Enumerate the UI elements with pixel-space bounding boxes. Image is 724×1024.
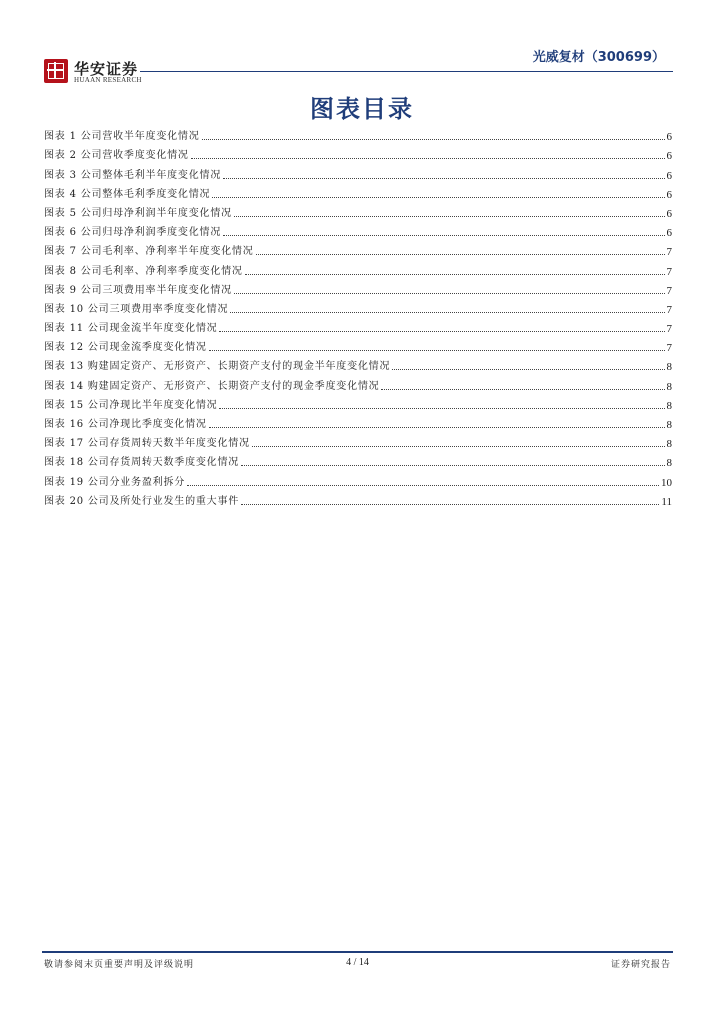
toc-leader-dots xyxy=(219,331,664,332)
toc-entry-label: 图表 3 公司整体毛利半年度变化情况 xyxy=(44,169,222,181)
toc-entry-label: 图表 2 公司营收季度变化情况 xyxy=(44,150,189,162)
toc-entry[interactable] xyxy=(44,469,672,488)
toc-entry-page: 6 xyxy=(666,169,672,182)
toc-entry[interactable] xyxy=(44,431,672,450)
toc-leader-dots xyxy=(223,235,664,236)
toc-entry-page: 8 xyxy=(666,361,672,374)
toc-leader-dots xyxy=(241,465,664,466)
toc-entry[interactable] xyxy=(44,316,672,335)
toc-leader-dots xyxy=(230,312,664,313)
toc-entry-page: 8 xyxy=(666,457,672,470)
toc-leader-dots xyxy=(202,139,665,140)
toc-leader-dots xyxy=(209,427,665,428)
footer-report-type: 证券研究报告 xyxy=(610,960,671,970)
toc-entry-label: 图表 1 公司营收半年度变化情况 xyxy=(44,131,200,143)
brand-name: 华安证券 xyxy=(74,60,139,78)
toc-entry-page: 6 xyxy=(666,227,672,240)
toc-leader-dots xyxy=(219,408,664,409)
toc-entry[interactable] xyxy=(44,354,672,373)
toc-entry[interactable] xyxy=(44,124,672,143)
page-header xyxy=(42,44,673,84)
toc-entry[interactable] xyxy=(44,393,672,412)
toc-entry-page: 7 xyxy=(666,265,672,278)
toc-leader-dots xyxy=(241,504,659,505)
page-footer xyxy=(44,957,671,971)
toc-entry-page: 7 xyxy=(666,303,672,316)
toc-entry[interactable] xyxy=(44,373,672,392)
toc-entry-page: 7 xyxy=(666,323,672,336)
toc-entry-page: 8 xyxy=(666,438,672,451)
toc-entry-label: 图表 6 公司归母净利润季度变化情况 xyxy=(44,227,222,239)
toc-leader-dots xyxy=(245,274,665,275)
toc-entry-page: 7 xyxy=(666,246,672,259)
toc-leader-dots xyxy=(223,178,664,179)
toc-entry-label: 图表 16 公司净现比季度变化情况 xyxy=(44,419,207,430)
toc-leader-dots xyxy=(234,293,665,294)
toc-entry[interactable] xyxy=(44,335,672,354)
toc-entry-label: 图表 9 公司三项费用率半年度变化情况 xyxy=(44,284,232,296)
toc-entry-label: 图表 17 公司存货周转天数半年度变化情况 xyxy=(44,438,250,450)
footer-divider xyxy=(42,951,673,953)
toc-entry-page: 8 xyxy=(666,419,672,431)
page-number: 4 / 14 xyxy=(346,957,369,968)
toc-entry[interactable] xyxy=(44,278,672,297)
toc-entry-label: 图表 8 公司毛利率、净利率季度变化情况 xyxy=(44,265,243,277)
toc-entry[interactable] xyxy=(44,412,672,431)
header-divider xyxy=(140,71,673,72)
toc-leader-dots xyxy=(187,485,659,486)
toc-entry-label: 图表 11 公司现金流半年度变化情况 xyxy=(44,323,218,335)
footer-disclaimer: 敬请参阅末页重要声明及评级说明 xyxy=(44,960,195,970)
toc-entry-label: 图表 12 公司现金流季度变化情况 xyxy=(44,342,207,354)
toc-entry[interactable] xyxy=(44,182,672,201)
huaan-logo-icon xyxy=(44,59,68,83)
toc-entry[interactable] xyxy=(44,220,672,239)
table-of-figures xyxy=(44,124,672,508)
toc-entry[interactable] xyxy=(44,201,672,220)
toc-entry[interactable] xyxy=(44,297,672,316)
toc-entry-page: 8 xyxy=(666,399,672,412)
toc-entry-page: 7 xyxy=(666,284,672,297)
toc-entry-page: 6 xyxy=(666,188,672,201)
toc-entry-page: 7 xyxy=(666,342,672,355)
toc-entry-label: 图表 14 购建固定资产、无形资产、长期资产支付的现金季度变化情况 xyxy=(44,380,380,392)
toc-leader-dots xyxy=(234,216,665,217)
toc-entry-label: 图表 13 购建固定资产、无形资产、长期资产支付的现金半年度变化情况 xyxy=(44,361,391,373)
page-title: 图表目录 xyxy=(310,95,414,123)
toc-leader-dots xyxy=(212,197,664,198)
toc-leader-dots xyxy=(191,158,665,159)
toc-entry[interactable] xyxy=(44,239,672,258)
toc-leader-dots xyxy=(381,389,664,390)
toc-entry-page: 10 xyxy=(661,476,672,489)
toc-entry-page: 11 xyxy=(661,495,672,508)
toc-entry[interactable] xyxy=(44,450,672,469)
toc-entry-page: 8 xyxy=(666,380,672,393)
toc-entry-label: 图表 7 公司毛利率、净利率半年度变化情况 xyxy=(44,246,254,258)
company-name: 光威复材（300699） xyxy=(532,50,665,65)
toc-entry[interactable] xyxy=(44,489,672,508)
toc-entry-label: 图表 5 公司归母净利润半年度变化情况 xyxy=(44,207,232,219)
toc-leader-dots xyxy=(209,350,665,351)
brand-english: HUAAN RESEARCH xyxy=(74,76,142,84)
toc-entry-page: 6 xyxy=(666,131,672,144)
toc-entry[interactable] xyxy=(44,258,672,277)
toc-entry-label: 图表 19 公司分业务盈利拆分 xyxy=(44,476,186,488)
toc-entry-page: 6 xyxy=(666,150,672,163)
toc-entry-label: 图表 18 公司存货周转天数季度变化情况 xyxy=(44,457,240,469)
toc-entry-label: 图表 20 公司及所处行业发生的重大事件 xyxy=(44,495,240,507)
toc-entry-label: 图表 4 公司整体毛利季度变化情况 xyxy=(44,188,211,200)
toc-entry-page: 6 xyxy=(666,207,672,220)
toc-leader-dots xyxy=(252,446,665,447)
toc-leader-dots xyxy=(256,254,665,255)
toc-entry[interactable] xyxy=(44,162,672,181)
toc-entry-label: 图表 10 公司三项费用率季度变化情况 xyxy=(44,303,229,315)
toc-entry[interactable] xyxy=(44,143,672,162)
toc-entry-label: 图表 15 公司净现比半年度变化情况 xyxy=(44,399,218,411)
toc-leader-dots xyxy=(392,369,664,370)
